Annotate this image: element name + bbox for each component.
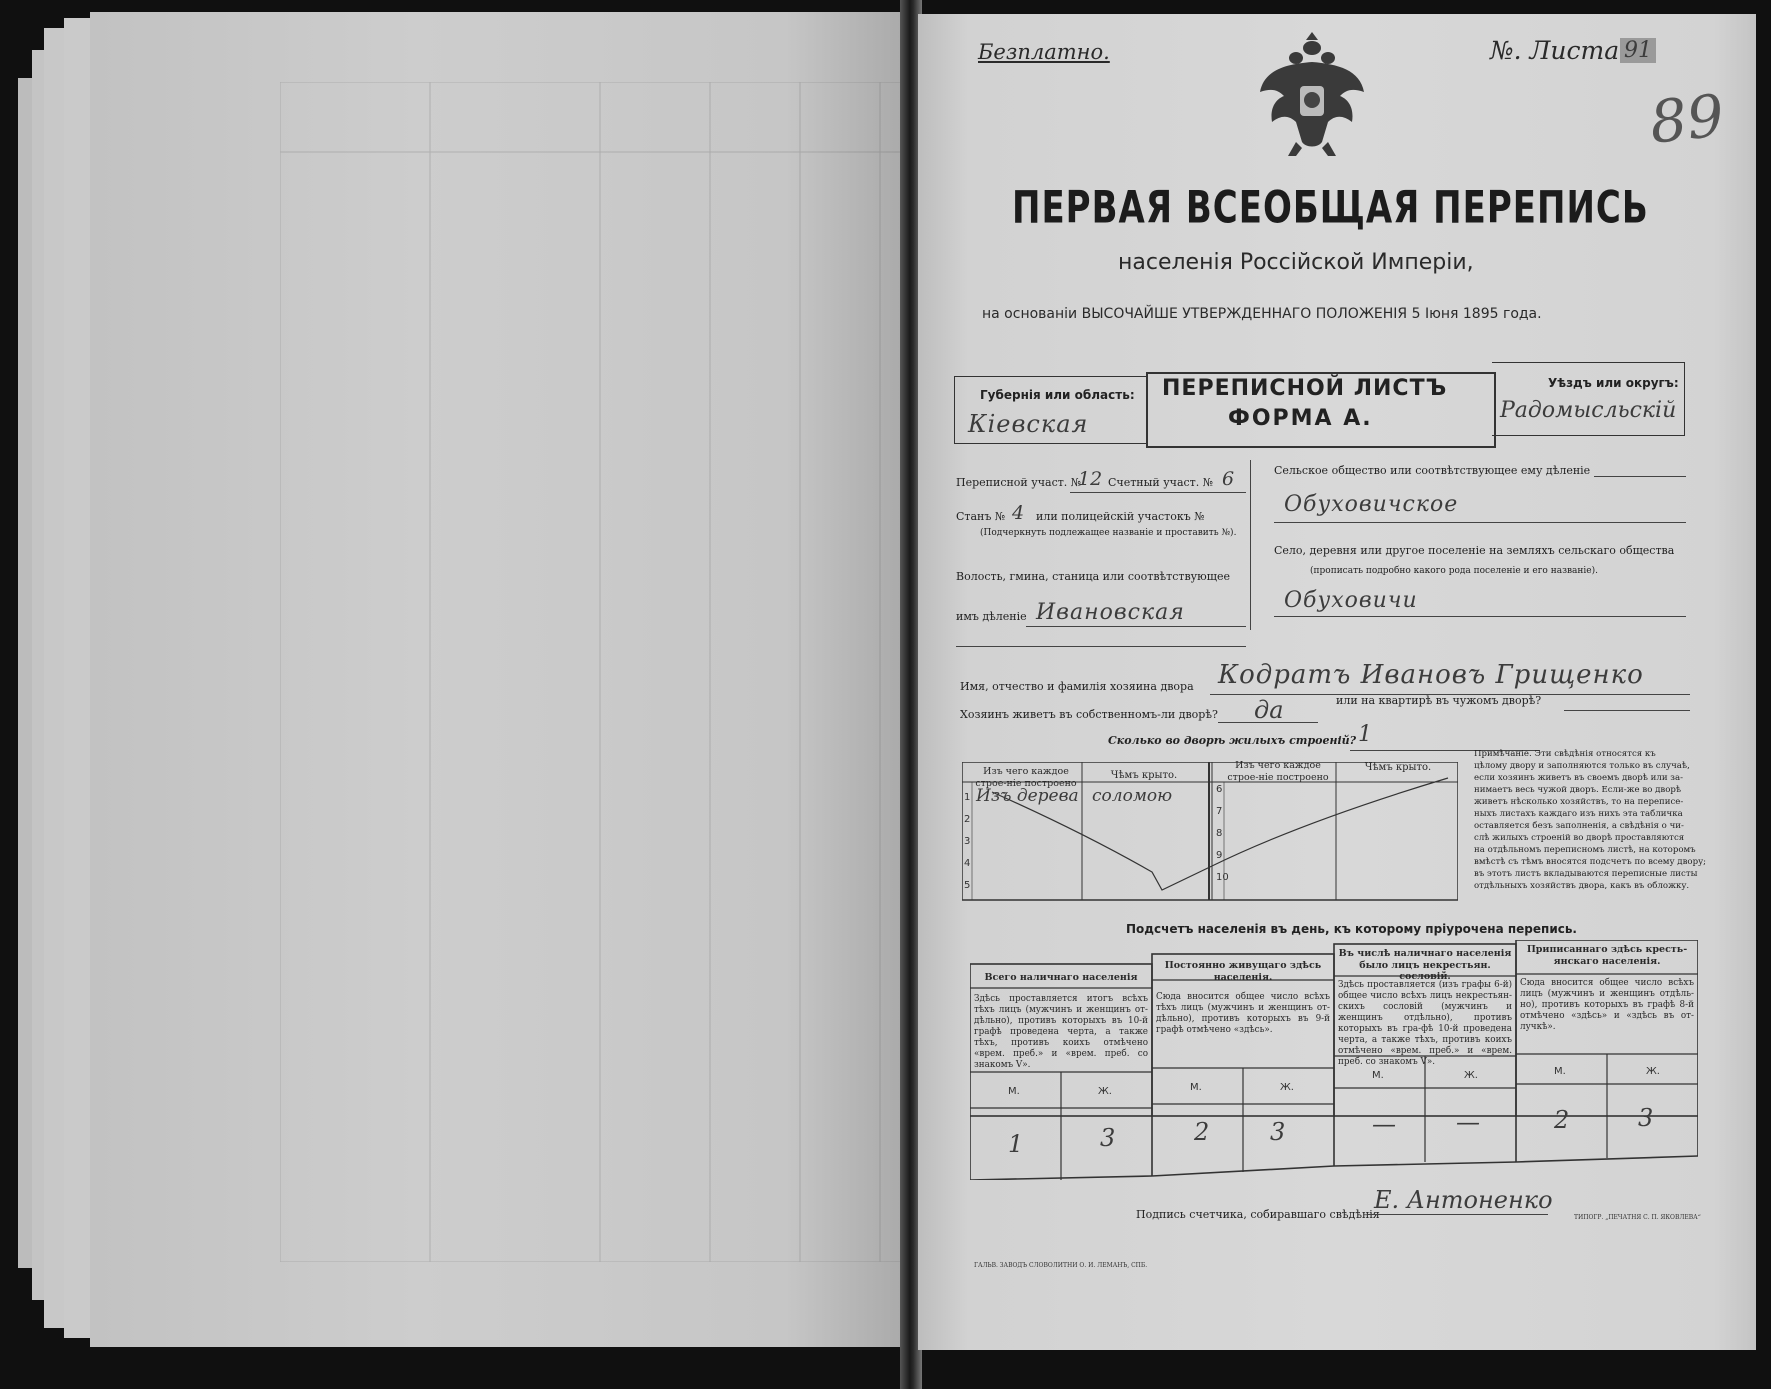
zh-label: Ж. [1464, 1070, 1478, 1081]
left-page-bleed-grid [280, 82, 980, 1262]
note-line: на отдѣльномъ переписномъ листѣ, на которомъ [1474, 845, 1696, 855]
count-value-permanent-m: 2 [1194, 1118, 1210, 1146]
sheet-title: ПЕРЕПИСНОЙ ЛИСТЪ [1162, 376, 1448, 401]
col-material-header: Изъ чего каждое строе-ніе построено [975, 766, 1077, 789]
uezd-value: Радомысльскій [1500, 398, 1677, 423]
signature-label: Подпись счетчика, собиравшаго свѣдѣнія [1136, 1208, 1380, 1221]
row-number-right-6: 6 [1216, 784, 1223, 795]
col-roof-header-right: Чѣмъ крыто. [1364, 762, 1432, 773]
volost-label-2: имъ дѣленіе [956, 610, 1027, 623]
obshchestvo-rule-2 [1274, 522, 1686, 523]
count-col3-head: Въ числѣ наличнаго населенія было лицъ некрестьян. сословій. [1338, 948, 1512, 982]
selo-value: Обуховичи [1284, 588, 1418, 613]
note-block [1474, 748, 1707, 892]
note-line: ныхъ листахъ каждаго изъ нихъ эта табличка [1474, 809, 1683, 819]
signature-rule [1368, 1214, 1548, 1215]
apartment-rule [1564, 710, 1690, 711]
buildings-value: 1 [1358, 722, 1372, 747]
row-number-left-4: 4 [964, 858, 971, 869]
owner-value: Кодратъ Ивановъ Грищенко [1218, 660, 1644, 690]
row1-roof: соломою [1092, 786, 1173, 806]
schetny-label: Счетный участ. № [1108, 476, 1214, 489]
selo-label: Село, деревня или другое поселеніе на земляхъ сельскаго общества [1274, 544, 1675, 557]
col-roof-header: Чѣмъ крыто. [1110, 770, 1178, 781]
row-number-left-1: 1 [964, 792, 971, 803]
census-main-title: ПЕРВАЯ ВСЕОБЩАЯ ПЕРЕПИСЬ [1012, 182, 1649, 234]
guberniya-label: Губернія или область: [980, 388, 1135, 402]
count-col4-head: Приписаннаго здѣсь кресть-янскаго населенія. [1526, 944, 1688, 967]
footer-printer-right: ТИПОГР. „ПЕЧАТНЯ С. П. ЯКОВЛЕВА“ [1574, 1214, 1701, 1221]
row-number-right-8: 8 [1216, 828, 1223, 839]
note-line: въ этотъ листъ вкладываются переписные листы [1474, 869, 1698, 879]
note-line: Примѣчаніе. Эти свѣдѣнія относятся къ [1474, 749, 1656, 759]
selo-note: (прописать подробно какого рода поселеніе и его названіе). [1310, 566, 1598, 576]
selo-rule [1274, 616, 1686, 617]
obshchestvo-label: Сельское общество или соотвѣтствующее ему дѣленіе [1274, 464, 1591, 477]
stan-label: Станъ № [956, 510, 1006, 523]
m-label: М. [1008, 1086, 1020, 1097]
signature-value: Е. Антоненко [1374, 1186, 1553, 1214]
free-label: Безплатно. [978, 40, 1110, 64]
own-yard-rule [1218, 722, 1318, 723]
stan-note: (Подчеркнуть подлежащее названіе и проставить №). [980, 528, 1237, 538]
zh-label: Ж. [1098, 1086, 1112, 1097]
uchastok-value: 12 [1078, 468, 1103, 490]
m-label: М. [1372, 1070, 1384, 1081]
note-line: если хозяинъ живетъ въ своемъ дворѣ или за- [1474, 773, 1684, 783]
imperial-eagle-emblem [1256, 30, 1368, 160]
own-yard-label: Хозяинъ живетъ въ собственномъ-ли дворѣ? [960, 708, 1218, 721]
count-value-permanent-zh: 3 [1270, 1118, 1286, 1146]
uchastok-rule [1070, 492, 1246, 493]
census-basis-line: на основаніи ВЫСОЧАЙШЕ УТВЕРЖДЕННАГО ПОЛОЖЕНІЯ 5 Іюня 1895 года. [982, 306, 1542, 322]
note-line: нимаетъ весь чужой дворъ. Если-же во дворѣ [1474, 785, 1682, 795]
police-label: или полицейскій участокъ № [1036, 510, 1205, 523]
row-number-left-2: 2 [964, 814, 971, 825]
note-line: слѣ жилыхъ строеній во дворѣ проставляются [1474, 833, 1685, 843]
apartment-label: или на квартирѣ въ чужомъ дворѣ? [1336, 694, 1542, 707]
count-value-total-zh: 3 [1100, 1124, 1116, 1152]
footer-printer-left: ГАЛЬВ. ЗАВОДЪ СЛОВОЛИТНИ О. И. ЛЕМАНЪ, СПБ. [974, 1262, 1148, 1269]
count-value-nonpeasant-m: — [1372, 1110, 1396, 1138]
row-number-right-7: 7 [1216, 806, 1223, 817]
note-line: отдѣльныхъ хозяйствъ двора, какъ въ обложку. [1474, 881, 1690, 891]
form-name: ФОРМА А. [1228, 406, 1373, 431]
count-value-registered-zh: 3 [1638, 1104, 1654, 1132]
m-label: М. [1554, 1066, 1566, 1077]
count-col1-desc: Здѣсь проставляется итогъ всѣхъ тѣхъ лицъ (мужчинъ и женщинъ от-дѣльно), противъ которыхъ въ 10-й графѣ проведена черта, а также тѣхъ, противъ коихъ отмѣчено «врем. преб.» и «врем. преб. со знакомъ V». [974, 994, 1148, 1070]
count-col2-desc: Сюда вносится общее число всѣхъ тѣхъ лицъ (мужчинъ и женщинъ от-дѣльно), противъ которыхъ въ 9-й графѣ отмѣчено «здѣсь». [1156, 992, 1330, 1035]
sheet-number-value: 91 [1620, 38, 1656, 63]
zh-label: Ж. [1646, 1066, 1660, 1077]
guberniya-value: Кіевская [968, 410, 1089, 438]
census-subtitle: населенія Россійской Имперіи, [1118, 250, 1474, 275]
row-number-right-10: 10 [1216, 872, 1229, 883]
row-number-right-9: 9 [1216, 850, 1223, 861]
count-col2-head: Постоянно живущаго здѣсь населенія. [1164, 960, 1322, 983]
obshchestvo-rule [1594, 476, 1686, 477]
stan-value: 4 [1012, 502, 1025, 524]
row-number-left-5: 5 [964, 880, 971, 891]
note-line: цѣлому двору и заполняются только въ случаѣ, [1474, 761, 1690, 771]
obshchestvo-value: Обуховичское [1284, 492, 1459, 517]
volost-label: Волость, гмина, станица или соотвѣтствующее [956, 570, 1230, 583]
left-page [90, 12, 908, 1347]
buildings-label: Сколько во дворѣ жилыхъ строеній? [1108, 734, 1357, 747]
m-label: М. [1190, 1082, 1202, 1093]
note-line: оставляется безъ заполненія, а свѣдѣнія о чи- [1474, 821, 1684, 831]
uezd-label: Уѣздъ или округъ: [1548, 376, 1679, 390]
count-col3-desc: Здѣсь проставляется (изъ графы 6-й) общее число всѣхъ лицъ некрестьян-скихъ сословій (мужчинъ и женщинъ отдѣльно), противъ которыхъ въ гра-фѣ 10-й проведена черта, а также тѣхъ, противъ коихъ отмѣчено «врем. преб.» и «врем. преб. со знакомъ V». [1338, 980, 1512, 1067]
volost-value: Ивановская [1036, 600, 1185, 625]
count-value-total-m: 1 [1008, 1130, 1024, 1158]
own-yard-value: да [1254, 696, 1284, 724]
row1-material: Изъ дерева [976, 786, 1079, 806]
fields-divider [1250, 460, 1251, 630]
note-line: вмѣстѣ съ тѣмъ вносятся подсчетъ по всему двору; [1474, 857, 1707, 867]
count-title: Подсчетъ населенія въ день, къ которому пріурочена перепись. [1126, 922, 1577, 936]
sheet-number-label: №. Листа [1490, 36, 1620, 65]
count-value-nonpeasant-zh: — [1456, 1108, 1480, 1136]
zh-label: Ж. [1280, 1082, 1294, 1093]
count-value-registered-m: 2 [1554, 1106, 1570, 1134]
owner-label: Имя, отчество и фамилія хозяина двора [960, 680, 1194, 693]
volost-rule-2 [956, 646, 1246, 647]
archive-folio-number: 89 [1646, 81, 1728, 157]
count-col1-head: Всего наличнаго населенія [984, 972, 1138, 983]
col-material-header-right: Изъ чего каждое строе-ніе построено [1227, 760, 1329, 783]
uchastok-label: Переписной участ. № [956, 476, 1082, 489]
schetny-value: 6 [1222, 468, 1235, 490]
row-number-left-3: 3 [964, 836, 971, 847]
note-line: живетъ нѣсколько хозяйствъ, то на переписе- [1474, 797, 1684, 807]
volost-rule [1026, 626, 1246, 627]
count-col4-desc: Сюда вносится общее число всѣхъ лицъ (мужчинъ и женщинъ отдѣль-но), противъ которыхъ въ графѣ 8-й отмѣчено «здѣсь» и «здѣсь въ от-лучкѣ». [1520, 978, 1694, 1032]
